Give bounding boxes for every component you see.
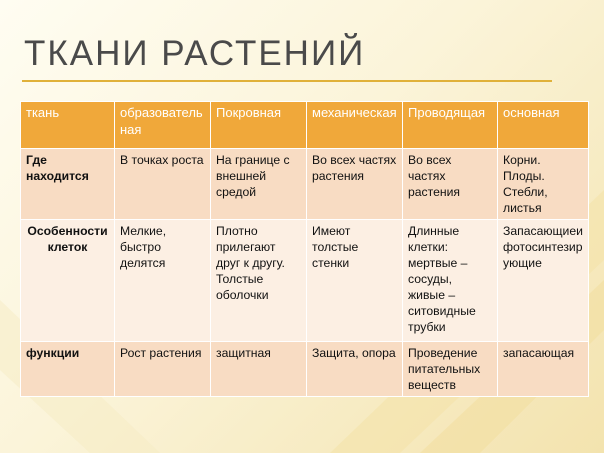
table-cell: Защита, опора — [307, 342, 403, 397]
table-row-features — [21, 220, 589, 342]
table-cell: Мелкие, быстро делятся — [115, 220, 211, 342]
table-row-functions — [21, 342, 589, 397]
header-cell-conducting: Проводящая — [403, 102, 498, 149]
header-cell-covering: Покровная — [211, 102, 307, 149]
table-cell: В точках роста — [115, 149, 211, 220]
header-cell-basic: основная — [498, 102, 589, 149]
table-cell: Проведение питательных веществ — [403, 342, 498, 397]
table-cell: Рост растения — [115, 342, 211, 397]
tissue-table-container — [20, 101, 588, 397]
table-cell: Длинные клетки: мертвые – сосуды, живые – ситовидные трубки — [403, 220, 498, 342]
tissue-table — [20, 101, 589, 397]
table-header-row — [21, 102, 589, 149]
header-cell-mechanical: механическая — [307, 102, 403, 149]
slide-title: ТКАНИ РАСТЕНИЙ — [24, 34, 366, 73]
row-label-features: Особенности клеток — [21, 220, 115, 342]
table-cell: защитная — [211, 342, 307, 397]
title-underline — [22, 80, 552, 82]
table-cell: запасающая — [498, 342, 589, 397]
table-row-location — [21, 149, 589, 220]
table-cell: Корни. Плоды. Стебли, листья — [498, 149, 589, 220]
table-cell: Во всех частях растения — [403, 149, 498, 220]
table-cell: Запасающиеифотосинтезирующие — [498, 220, 589, 342]
row-label-functions: функции — [21, 342, 115, 397]
table-cell: Плотно прилегают друг к другу. Толстые оболочки — [211, 220, 307, 342]
table-cell: Имеют толстые стенки — [307, 220, 403, 342]
table-cell: На границе с внешней средой — [211, 149, 307, 220]
row-label-location: Где находится — [21, 149, 115, 220]
header-cell-educational: образовательная — [115, 102, 211, 149]
header-cell-tissue: ткань — [21, 102, 115, 149]
table-cell: Во всех частях растения — [307, 149, 403, 220]
